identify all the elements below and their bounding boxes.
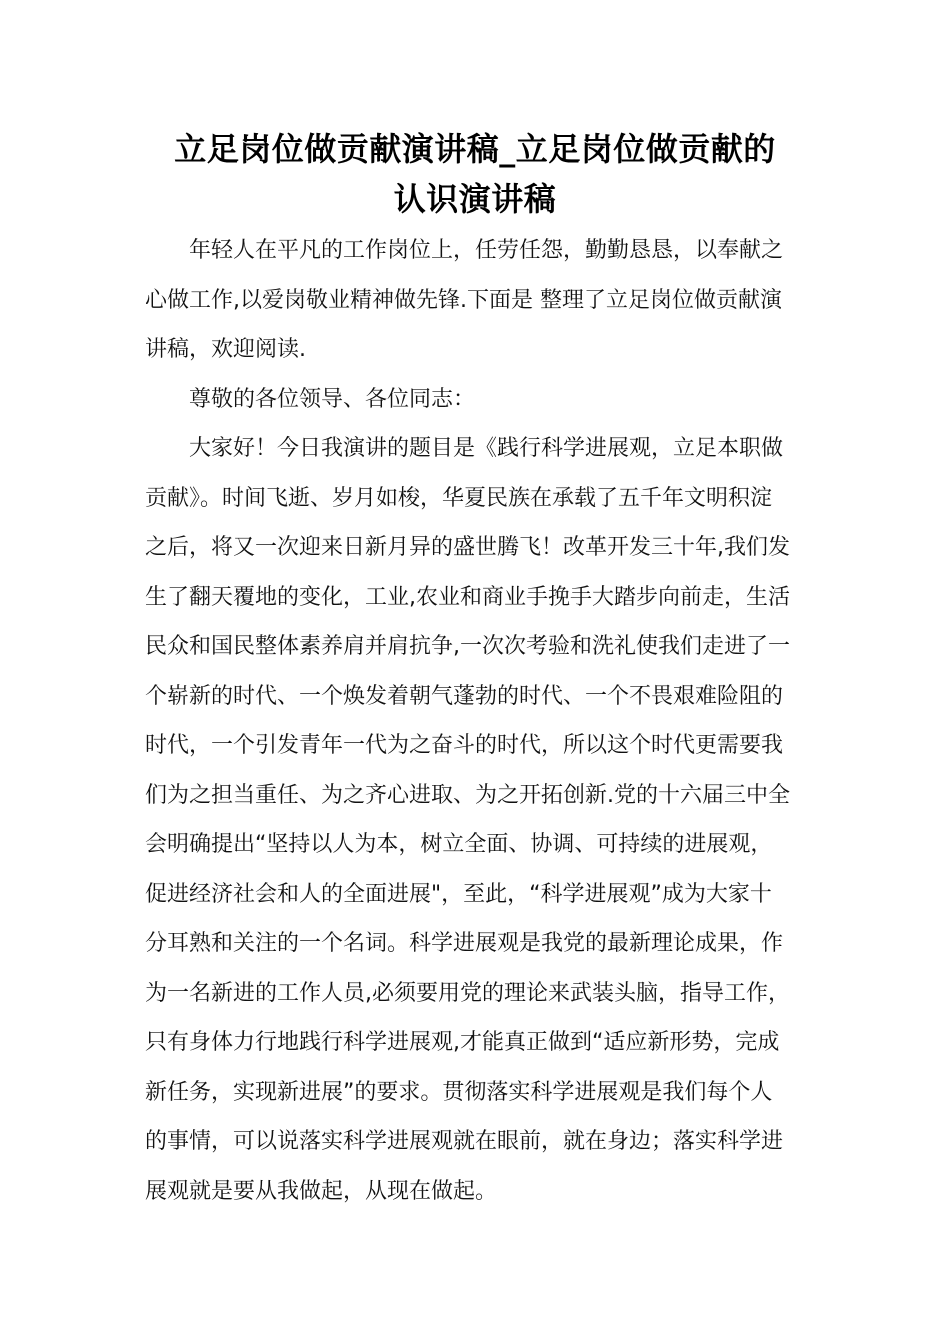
salutation-paragraph	[145, 375, 807, 425]
speech-paragraph	[145, 424, 807, 1216]
document-body	[145, 226, 807, 1216]
paragraph-line: 个崭新的时代、一个焕发着朝气蓬勃的时代、一个不畏艰难险阻的	[145, 683, 784, 709]
paragraph-line: 会明确提出“坚持以人为本，树立全面、协调、可持续的进展观，	[145, 832, 773, 857]
paragraph-line: 新任务，实现新进展”的要求。贯彻落实科学进展观是我们每个人	[145, 1079, 773, 1105]
paragraph-line: 民众和国民整体素养肩并肩抗争,一次次考验和洗礼使我们走进了一	[145, 634, 790, 659]
paragraph-line: 心做工作,以爱岗敬业精神做先锋.下面是 整理了立足岗位做贡献演	[145, 287, 782, 313]
paragraph-line: 之后，将又一次迎来日新月异的盛世腾飞！改革开发三十年,我们发	[145, 535, 790, 560]
intro-paragraph	[145, 226, 807, 375]
paragraph-line: 的事情，可以说落实科学进展观就在眼前，就在身边；落实科学进	[145, 1129, 784, 1154]
document-title	[140, 124, 810, 224]
paragraph-line: 年轻人在平凡的工作岗位上，任劳任怨，勤勤恳恳，以奉献之	[189, 238, 784, 263]
paragraph-line: 讲稿，欢迎阅读.	[145, 337, 306, 362]
paragraph-line: 大家好！今日我演讲的题目是《践行科学进展观，立足本职做	[189, 436, 784, 461]
paragraph-line: 促进经济社会和人的全面进展"，至此，“科学进展观”成为大家十	[145, 881, 772, 907]
title-line: 认识演讲稿	[393, 180, 557, 218]
paragraph-line: 只有身体力行地践行科学进展观,才能真正做到“适应新形势，完成	[145, 1030, 780, 1055]
paragraph-line: 贡献》。时间飞逝、岁月如梭，华夏民族在承载了五千年文明积淀	[145, 485, 773, 511]
title-line: 立足岗位做贡献演讲稿_立足岗位做贡献的	[174, 130, 776, 168]
paragraph-line: 时代，一个引发青年一代为之奋斗的时代，所以这个时代更需要我	[145, 733, 784, 758]
paragraph-line: 展观就是要从我做起，从现在做起。	[145, 1178, 498, 1204]
paragraph-line: 为一名新进的工作人员,必须要用党的理论来武装头脑，指导工作，	[145, 980, 790, 1006]
paragraph-line: 分耳熟和关注的一个名词。科学进展观是我党的最新理论成果，作	[145, 931, 784, 956]
paragraph-line: 尊敬的各位领导、各位同志：	[189, 386, 476, 412]
paragraph-line: 们为之担当重任、为之齐心进取、为之开拓创新.党的十六届三中全	[145, 782, 790, 808]
paragraph-line: 生了翻天覆地的变化，工业,农业和商业手挽手大踏步向前走，生活	[145, 584, 790, 610]
